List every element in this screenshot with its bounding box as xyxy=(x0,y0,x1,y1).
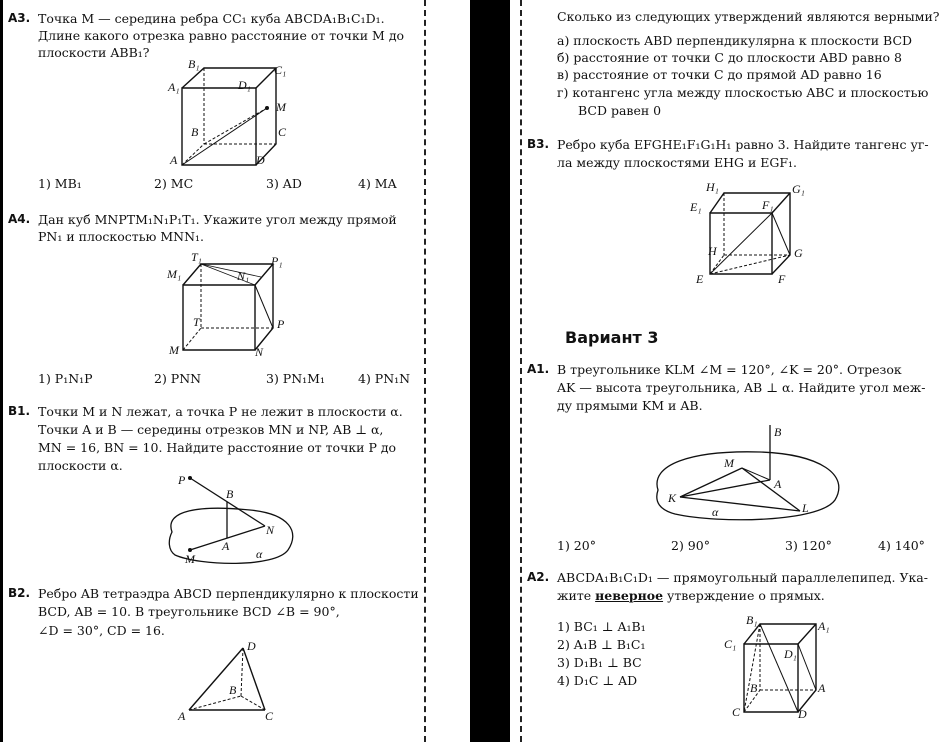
a4-fig-n: N xyxy=(255,345,264,359)
a1-fig-alpha: α xyxy=(712,505,719,519)
a3-fig-a: A xyxy=(170,153,178,167)
b2-line-2: BCD, AB = 10. В треугольнике BCD ∠B = 90°, xyxy=(38,604,340,619)
a1-answer-1: 1) 20° xyxy=(557,538,596,553)
a2-fig-d1: D₁ xyxy=(784,647,797,661)
b3-label: В3. xyxy=(527,137,550,151)
b3-fig-e1: E₁ xyxy=(690,200,702,214)
b1-fig-alpha: α xyxy=(256,547,263,561)
a2-option-4: 4) D₁C ⊥ AD xyxy=(557,673,638,688)
b2-fig-b: B xyxy=(229,683,237,697)
b2-line-3: ∠D = 30°, CD = 16. xyxy=(38,623,165,638)
page-gutter xyxy=(470,0,510,742)
a1-line-3: ду прямыми KM и AB. xyxy=(557,398,703,413)
b1-fig-p: P xyxy=(178,473,186,487)
a1-fig-m: M xyxy=(724,456,734,470)
a2-fig-d: D xyxy=(798,707,807,721)
a4-answer-1: 1) P₁N₁P xyxy=(38,371,93,386)
intro-item-d: г) котангенс угла между плоскостью ABC и плоскостью xyxy=(557,85,929,100)
a2-label: А2. xyxy=(527,570,550,584)
a1-label: А1. xyxy=(527,362,550,376)
b1-line-3: MN = 16, BN = 10. Найдите расстояние от точки P до xyxy=(38,440,397,455)
a4-line-1: Дан куб MNPTM₁N₁P₁T₁. Укажите угол между прямой xyxy=(38,212,397,227)
a2-fig-c: C xyxy=(732,705,741,719)
a2-line-2-pre: жите xyxy=(557,588,596,603)
b1-line-2: Точки A и B — середины отрезков MN и NP, AB ⊥ α, xyxy=(38,422,384,437)
a3-fig-c1: C₁ xyxy=(274,63,287,77)
a2-fig-c1: C₁ xyxy=(724,637,737,651)
left-margin-bar xyxy=(0,0,3,742)
a2-option-3: 3) D₁B₁ ⊥ BC xyxy=(557,655,642,670)
b3-fig-g: G xyxy=(794,246,803,260)
a1-plane-figure xyxy=(650,420,850,530)
a2-line-1: ABCDA₁B₁C₁D₁ — прямоугольный параллелепипед. Ука- xyxy=(557,570,928,585)
b2-label: В2. xyxy=(8,586,31,600)
a4-answer-4: 4) PN₁N xyxy=(358,371,411,386)
a4-fig-m1: M₁ xyxy=(167,267,182,281)
a3-fig-b: B xyxy=(191,125,199,139)
b3-fig-e: E xyxy=(696,272,704,286)
a3-label: А3. xyxy=(8,11,31,25)
a4-answer-3: 3) PN₁M₁ xyxy=(266,371,325,386)
b3-fig-h1: H₁ xyxy=(706,180,719,194)
a4-label: А4. xyxy=(8,212,31,226)
b1-line-1: Точки M и N лежат, а точка P не лежит в плоскости α. xyxy=(38,404,403,419)
a4-fig-p: P xyxy=(277,317,285,331)
b2-tetrahedron-figure xyxy=(175,638,285,728)
a4-line-2: PN₁ и плоскостью MNN₁. xyxy=(38,229,205,244)
a2-option-2: 2) A₁B ⊥ B₁C₁ xyxy=(557,637,646,652)
left-cut-line xyxy=(424,0,426,742)
a3-answer-4: 4) MA xyxy=(358,176,397,191)
b2-fig-c: C xyxy=(265,709,274,723)
b1-fig-n: N xyxy=(266,523,275,537)
intro-item-b: б) расстояние от точки C до плоскости ABD равно 8 xyxy=(557,50,903,65)
a3-fig-b1: B₁ xyxy=(188,57,200,71)
b3-line-2: ла между плоскостями EHG и EGF₁. xyxy=(557,155,798,170)
a4-fig-m: M xyxy=(169,343,179,357)
a3-fig-d1: D₁ xyxy=(238,78,251,92)
b2-line-1: Ребро AB тетраэдра ABCD перпендикулярно к плоскости xyxy=(38,586,419,601)
a3-line-2: Длине какого отрезка равно расстояние от точки M до xyxy=(38,28,405,43)
a3-fig-m: M xyxy=(276,100,286,114)
a4-fig-t1: T₁ xyxy=(191,250,202,264)
a2-line-2-post: утверждение о прямых. xyxy=(663,588,825,603)
b1-fig-m: M xyxy=(185,552,195,566)
b1-plane-figure xyxy=(160,470,300,570)
a4-fig-p1: P₁ xyxy=(271,254,283,268)
a2-line-2-emphasis: неверное xyxy=(595,588,664,603)
a3-cube-figure xyxy=(160,58,300,173)
a2-fig-a: A xyxy=(818,681,826,695)
a1-fig-a: A xyxy=(774,477,782,491)
a1-fig-b: B xyxy=(774,425,782,439)
a4-fig-n1: N₁ xyxy=(237,269,250,283)
a3-fig-a1: A₁ xyxy=(168,80,180,94)
b3-line-1: Ребро куба EFGHE₁F₁G₁H₁ равно 3. Найдите тангенс уг- xyxy=(557,137,929,152)
b3-fig-f: F xyxy=(778,272,786,286)
a3-answer-1: 1) MB₁ xyxy=(38,176,82,191)
right-cut-line xyxy=(520,0,522,742)
a4-answer-2: 2) PNN xyxy=(154,371,202,386)
a4-fig-t: T xyxy=(193,315,200,329)
a1-fig-k: K xyxy=(668,491,677,505)
b3-fig-g1: G₁ xyxy=(792,182,805,196)
b1-fig-a: A xyxy=(222,539,230,553)
a3-line-1: Точка M — середина ребра CC₁ куба ABCDA₁B₁C₁D₁. xyxy=(38,11,385,26)
b1-label: В1. xyxy=(8,404,31,418)
intro-question: Сколько из следующих утверждений являются верными? xyxy=(557,9,939,24)
a2-fig-b: B xyxy=(750,681,758,695)
intro-item-c: в) расстояние от точки C до прямой AD равно 16 xyxy=(557,67,882,82)
a2-fig-a1: A₁ xyxy=(818,619,830,633)
intro-item-a: а) плоскость ABD перпендикулярна к плоскости BCD xyxy=(557,33,913,48)
a2-option-1: 1) BC₁ ⊥ A₁B₁ xyxy=(557,619,646,634)
b2-fig-a: A xyxy=(178,709,186,723)
b1-line-4: плоскости α. xyxy=(38,458,123,473)
intro-item-d-cont: BCD равен 0 xyxy=(578,103,662,118)
b3-fig-h: H xyxy=(708,244,717,258)
b3-cube-figure xyxy=(690,175,820,290)
variant-heading: Вариант 3 xyxy=(565,328,659,347)
b2-fig-d: D xyxy=(247,639,256,653)
a3-answer-3: 3) AD xyxy=(266,176,302,191)
a2-parallelepiped-figure xyxy=(720,612,840,722)
a1-answer-3: 3) 120° xyxy=(785,538,832,553)
a1-line-1: В треугольнике KLM ∠M = 120°, ∠K = 20°. Отрезок xyxy=(557,362,902,377)
b3-fig-f1: F₁ xyxy=(762,198,774,212)
a3-fig-c: C xyxy=(278,125,287,139)
a1-answer-2: 2) 90° xyxy=(671,538,710,553)
a1-line-2: AK — высота треугольника, AB ⊥ α. Найдите угол меж- xyxy=(557,380,926,395)
a4-cube-figure xyxy=(165,252,305,362)
a3-fig-d: D xyxy=(256,153,265,167)
b1-fig-b: B xyxy=(226,487,234,501)
a2-fig-b1: B₁ xyxy=(746,613,758,627)
a2-line-2 xyxy=(557,587,825,604)
a3-line-3: плоскости ABB₁? xyxy=(38,45,150,60)
a1-answer-4: 4) 140° xyxy=(878,538,925,553)
a3-answer-2: 2) MC xyxy=(154,176,194,191)
a1-fig-l: L xyxy=(802,501,809,515)
